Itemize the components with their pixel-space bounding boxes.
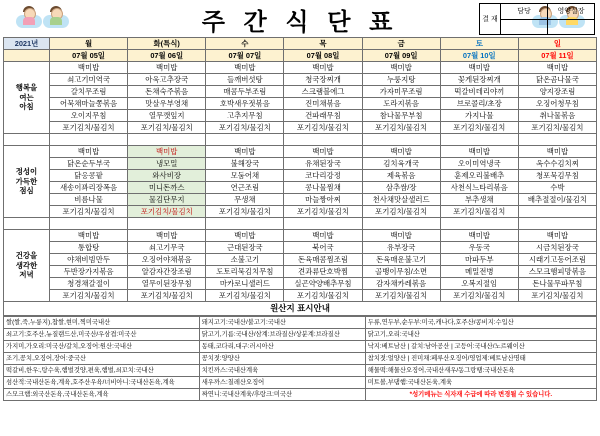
menu-cell-1-6-4: 배추절절이/물김치 (518, 194, 596, 206)
section-separator (4, 218, 597, 230)
menu-cell-2-1-1: 쇠고기무국 (128, 242, 206, 254)
menu-cell-2-1-3: 알감자간장조림 (128, 266, 206, 278)
menu-cell-2-6-5: 포기김치/물김치 (518, 290, 596, 302)
menu-cell-0-1-4: 열무깻잎지 (128, 110, 206, 122)
day-header-4: 금 (362, 38, 440, 50)
menu-cell-0-6-1: 닭온곰나물국 (518, 74, 596, 86)
menu-cell-0-2-1: 들깨버섯탕 (206, 74, 284, 86)
approval-sign-1[interactable] (548, 19, 595, 35)
menu-cell-0-0-4: 오이지무침 (50, 110, 128, 122)
section-separator (4, 134, 597, 146)
menu-cell-0-4-1: 누룽지탕 (362, 74, 440, 86)
menu-cell-2-6-3: 스모크햄피망볶음 (518, 266, 596, 278)
menu-cell-0-2-0: 백미밥 (206, 62, 284, 74)
menu-cell-0-0-0: 백미밥 (50, 62, 128, 74)
table-row (4, 122, 597, 134)
menu-cell-0-2-2: 매콤두부조림 (206, 86, 284, 98)
menu-cell-2-4-0: 백미밥 (362, 230, 440, 242)
menu-cell-0-3-5: 포기김치/물김치 (284, 122, 362, 134)
origin-mid-6: 짜연니:국내산계육/후랑크:미국산 (199, 389, 365, 401)
menu-cell-1-3-4: 마늘짱아찌 (284, 194, 362, 206)
table-row (4, 182, 597, 194)
menu-cell-2-4-1: 유부장국 (362, 242, 440, 254)
menu-cell-2-0-2: 야채비빔만두 (50, 254, 128, 266)
menu-cell-0-6-5: 포기김치/물김치 (518, 122, 596, 134)
table-row (4, 206, 597, 218)
menu-cell-1-4-1: 김치육개국 (362, 158, 440, 170)
date-header-5: 07월 10일 (440, 50, 518, 62)
menu-cell-0-5-0: 백미밥 (440, 62, 518, 74)
menu-cell-1-4-0: 백미밥 (362, 146, 440, 158)
menu-cell-1-5-5: 포기김치/물김치 (440, 206, 518, 218)
menu-cell-1-3-0: 백미밥 (284, 146, 362, 158)
menu-cell-2-2-4: 마카로니샐러드 (206, 278, 284, 290)
origin-row (4, 329, 597, 341)
menu-cell-2-6-1: 시금치된장국 (518, 242, 596, 254)
approval-col-header-1: 영양실장 (548, 4, 595, 20)
menu-cell-2-5-0: 백미밥 (440, 230, 518, 242)
menu-cell-1-0-3: 새송이꽈리장폭음 (50, 182, 128, 194)
menu-cell-1-6-2: 청포묵김무침 (518, 170, 596, 182)
menu-cell-0-3-3: 진미채볶음 (284, 98, 362, 110)
menu-cell-0-5-4: 가지나물 (440, 110, 518, 122)
document-header (3, 2, 597, 36)
menu-cell-1-4-2: 제육볶음 (362, 170, 440, 182)
menu-cell-2-0-3: 두반장가지볶음 (50, 266, 128, 278)
menu-cell-0-6-4: 취나물볶음 (518, 110, 596, 122)
menu-cell-0-1-0: 백미밥 (128, 62, 206, 74)
menu-cell-1-2-3: 연근조림 (206, 182, 284, 194)
menu-cell-1-5-1: 오이미역냉국 (440, 158, 518, 170)
menu-cell-2-0-1: 통합탕 (50, 242, 128, 254)
menu-cell-2-3-3: 견과류단호박찜 (284, 266, 362, 278)
menu-cell-1-1-5: 포기김치/물김치 (128, 206, 206, 218)
origin-mid-1: 닭고기,기름:국내산/삼계:브라질산/상분계:브라질산 (199, 329, 365, 341)
menu-cell-1-6-1: 옥수수김치찌 (518, 158, 596, 170)
day-header-0: 월 (50, 38, 128, 50)
menu-cell-2-3-2: 돈육매콤찜조림 (284, 254, 362, 266)
menu-cell-1-6-0: 백미밥 (518, 146, 596, 158)
menu-cell-2-6-2: 시래기고동어조림 (518, 254, 596, 266)
table-row (4, 98, 597, 110)
menu-cell-2-4-3: 골뱅이무침/소면 (362, 266, 440, 278)
menu-cell-0-1-5: 포기김치/물김치 (128, 122, 206, 134)
menu-cell-2-5-4: 오복지절임 (440, 278, 518, 290)
date-header-1: 07월 06일 (128, 50, 206, 62)
origin-left-2: 가지미,가오리:미국산/갈치,오징어:원산:국내산 (4, 341, 200, 353)
menu-cell-1-2-4: 무생채 (206, 194, 284, 206)
table-row (4, 86, 597, 98)
menu-cell-1-5-0: 백미밥 (440, 146, 518, 158)
date-header-2: 07월 07일 (206, 50, 284, 62)
menu-cell-0-0-5: 포기김치/물김치 (50, 122, 128, 134)
origin-right-6: *성기메뉴는 식자재 수급에 따라 변경될 수 있습니다. (365, 389, 596, 401)
menu-cell-2-2-1: 근대된장국 (206, 242, 284, 254)
menu-cell-0-4-4: 참나물무부침 (362, 110, 440, 122)
table-row (4, 62, 597, 74)
day-header-3: 목 (284, 38, 362, 50)
origin-section-title: 원산지 표시안내 (3, 302, 597, 316)
origin-row (4, 389, 597, 401)
menu-cell-0-3-0: 백미밥 (284, 62, 362, 74)
menu-cell-2-0-5: 포기김치/물김치 (50, 290, 128, 302)
menu-cell-0-5-3: 브로콜리/초장 (440, 98, 518, 110)
origin-row (4, 377, 597, 389)
menu-cell-2-3-4: 실곤약양배추무침 (284, 278, 362, 290)
origin-row (4, 341, 597, 353)
menu-cell-1-0-5: 포기김치/물김치 (50, 206, 128, 218)
menu-cell-1-4-4: 천사채맛살샐러드 (362, 194, 440, 206)
origin-mid-5: 새우까스:칠레산오징어 (199, 377, 365, 389)
menu-cell-1-1-4: 물김단무지 (128, 194, 206, 206)
meal-period-label-2: 건강을 생각한 저녁 (4, 230, 50, 302)
menu-cell-1-2-1: 불해장국 (206, 158, 284, 170)
table-row (4, 278, 597, 290)
day-header-5: 토 (440, 38, 518, 50)
menu-cell-1-4-3: 삼추쌈/장 (362, 182, 440, 194)
menu-cell-2-2-5: 포기김치/물김치 (206, 290, 284, 302)
menu-cell-0-1-3: 맛살우부영채 (128, 98, 206, 110)
origin-left-5: 섬산적:국내산돈육,계육,호주산우육/너비아니:국내산돈육,계육 (4, 377, 200, 389)
table-row (4, 110, 597, 122)
menu-cell-2-1-2: 오징어야채볶음 (128, 254, 206, 266)
menu-cell-2-6-4: 돈나물무파무침 (518, 278, 596, 290)
origin-left-0: 쌀(쌀,죽,누룽지),찹쌀,현미,찍미국내산 (4, 317, 200, 329)
day-header-6: 일 (518, 38, 596, 50)
table-row (4, 290, 597, 302)
date-header-6: 07월 11일 (518, 50, 596, 62)
origin-left-4: 떡갈비,한우:,탕수육,햄벌것양,편육,햄벌,쇠꼬치:국내산 (4, 365, 200, 377)
menu-cell-0-2-3: 호박새우젓볶음 (206, 98, 284, 110)
menu-cell-2-1-5: 포기김치/물김치 (128, 290, 206, 302)
menu-cell-1-1-2: 와사비장 (128, 170, 206, 182)
origin-row (4, 353, 597, 365)
menu-cell-1-6-3: 수박 (518, 182, 596, 194)
menu-cell-0-5-5: 포기김치/물김치 (440, 122, 518, 134)
menu-cell-1-0-1: 닭온순두부국 (50, 158, 128, 170)
menu-cell-0-2-5: 포기김치/물김치 (206, 122, 284, 134)
origin-left-3: 조기,꽁치,오징어,장어:중국산 (4, 353, 200, 365)
approval-box (479, 3, 595, 35)
menu-cell-1-2-5: 포기김치/물김치 (206, 206, 284, 218)
origin-table (3, 316, 597, 401)
menu-cell-2-1-4: 열무이된장무침 (128, 278, 206, 290)
cloud-kid-icon (16, 6, 42, 32)
menu-cell-2-5-3: 메밀전병 (440, 266, 518, 278)
date-row-label (4, 50, 50, 62)
table-row (4, 158, 597, 170)
origin-right-0: 두류,연두부,순두부:미국,캐나다,호주산/콩비지:수입산 (365, 317, 596, 329)
menu-cell-1-4-5: 포기김치/물김치 (362, 206, 440, 218)
approval-label: 결 재 (480, 4, 501, 35)
menu-cell-1-3-1: 유채된장국 (284, 158, 362, 170)
menu-cell-0-6-3: 오징어청무침 (518, 98, 596, 110)
origin-left-1: 쇠고기:호주산,뉴질랜드산,미국산/우삼겹:미국산 (4, 329, 200, 341)
menu-cell-1-3-3: 콩나물찜채 (284, 182, 362, 194)
menu-cell-1-5-4: 부추생채 (440, 194, 518, 206)
menu-cell-1-1-3: 미니돈까스 (128, 182, 206, 194)
date-header-0: 07월 05일 (50, 50, 128, 62)
menu-cell-1-6-5 (518, 206, 596, 218)
menu-cell-2-5-5: 포기김치/물김치 (440, 290, 518, 302)
approval-col-header-0: 담당 (501, 4, 548, 20)
menu-cell-1-5-2: 훈제오리불배추 (440, 170, 518, 182)
menu-cell-2-4-2: 돈육매운불고기 (362, 254, 440, 266)
menu-cell-0-4-0: 백미밥 (362, 62, 440, 74)
origin-mid-0: 돼지고기:국내산/불고기:국내산 (199, 317, 365, 329)
menu-cell-1-5-3: 사천식느타리볶음 (440, 182, 518, 194)
menu-cell-0-1-2: 돈채숙주볶음 (128, 86, 206, 98)
day-header-1: 화(특식) (128, 38, 206, 50)
menu-cell-0-5-2: 떡갈비데리야끼 (440, 86, 518, 98)
table-row (4, 146, 597, 158)
menu-cell-0-4-5: 포기김치/물김치 (362, 122, 440, 134)
menu-cell-2-3-0: 백미밥 (284, 230, 362, 242)
origin-right-3: 참치젓:얼양산 | 진미채:페루산오징어/영업제:베트남산명태 (365, 353, 596, 365)
origin-right-1: 닭고기,오리:국내산 (365, 329, 596, 341)
menu-cell-2-5-1: 우동국 (440, 242, 518, 254)
menu-cell-2-3-5: 포기김치/물김치 (284, 290, 362, 302)
menu-cell-1-0-0: 백미밥 (50, 146, 128, 158)
origin-right-4: 해물떡:해물산오징어,국내산새우/동그랑땡:국내산돈육 (365, 365, 596, 377)
origin-row (4, 365, 597, 377)
origin-left-6: 스모크햄:외국산돈육,국내산돈육,계육 (4, 389, 200, 401)
menu-cell-0-2-4: 고추지무침 (206, 110, 284, 122)
menu-cell-1-1-1: 냉모밀 (128, 158, 206, 170)
origin-row (4, 317, 597, 329)
meal-period-label-0: 행복을 여는 아침 (4, 62, 50, 134)
menu-cell-0-5-1: 꽃게된장찌개 (440, 74, 518, 86)
menu-cell-2-2-3: 도토리묵김치무침 (206, 266, 284, 278)
menu-table (3, 37, 597, 302)
menu-cell-0-4-3: 도라지볶음 (362, 98, 440, 110)
table-row (4, 230, 597, 242)
menu-cell-1-1-0: 백미밥 (128, 146, 206, 158)
table-row (4, 242, 597, 254)
menu-cell-0-3-1: 청국장찌개 (284, 74, 362, 86)
menu-cell-1-0-2: 닭옹콩팥 (50, 170, 128, 182)
day-header-2: 수 (206, 38, 284, 50)
menu-cell-0-6-2: 양지장조림 (518, 86, 596, 98)
menu-cell-0-6-0: 백미밥 (518, 62, 596, 74)
menu-cell-2-0-4: 청경채갈절이 (50, 278, 128, 290)
origin-right-2: 낙지:베트남산 | 갈치:남아공산 | 고등어:국내산/노르웨이산 (365, 341, 596, 353)
origin-right-5: 미트볼,부댐햄:국내산돈육,계육 (365, 377, 596, 389)
meal-period-label-1: 정성이 가득한 점심 (4, 146, 50, 218)
origin-mid-4: 치킨까스:국내산계육 (199, 365, 365, 377)
menu-cell-0-0-1: 쇠고기미역국 (50, 74, 128, 86)
menu-cell-0-0-3: 어묵채마늘쫑볶음 (50, 98, 128, 110)
table-row (4, 170, 597, 182)
table-row (4, 254, 597, 266)
menu-cell-1-2-0: 백미밥 (206, 146, 284, 158)
header-left-decoration (3, 6, 81, 32)
menu-cell-1-3-5: 포기김치/물김치 (284, 206, 362, 218)
menu-cell-0-1-1: 아욱고추장국 (128, 74, 206, 86)
menu-cell-2-2-0: 백미밥 (206, 230, 284, 242)
year-cell: 2021년 (4, 38, 50, 50)
menu-cell-2-1-0: 백미밥 (128, 230, 206, 242)
menu-cell-1-3-2: 코다리강정 (284, 170, 362, 182)
menu-cell-0-4-2: 가자미무조림 (362, 86, 440, 98)
menu-cell-2-2-2: 소불고기 (206, 254, 284, 266)
date-header-4: 07월 09일 (362, 50, 440, 62)
menu-cell-2-5-2: 마파두부 (440, 254, 518, 266)
table-row (4, 266, 597, 278)
menu-cell-1-0-4: 비름나물 (50, 194, 128, 206)
menu-cell-2-4-4: 감자채카레볶음 (362, 278, 440, 290)
menu-cell-0-0-2: 갈치무조림 (50, 86, 128, 98)
origin-mid-2: 동태,코다리,대구:러시아산 (199, 341, 365, 353)
date-header-3: 07월 08일 (284, 50, 362, 62)
table-row (4, 194, 597, 206)
origin-mid-3: 꽁치젓:양양산 (199, 353, 365, 365)
menu-cell-1-2-2: 모둠어채 (206, 170, 284, 182)
approval-sign-0[interactable] (501, 19, 548, 35)
page-title: 주 간 식 단 표 (201, 8, 399, 36)
menu-cell-0-3-4: 건파래무침 (284, 110, 362, 122)
cloud-kid-icon (43, 6, 69, 32)
menu-cell-2-3-1: 북어국 (284, 242, 362, 254)
table-row (4, 74, 597, 86)
menu-cell-2-0-0: 백미밥 (50, 230, 128, 242)
menu-cell-2-4-5: 포기김치/물김치 (362, 290, 440, 302)
menu-cell-0-3-2: 스크램블에그 (284, 86, 362, 98)
menu-cell-2-6-0: 백미밥 (518, 230, 596, 242)
